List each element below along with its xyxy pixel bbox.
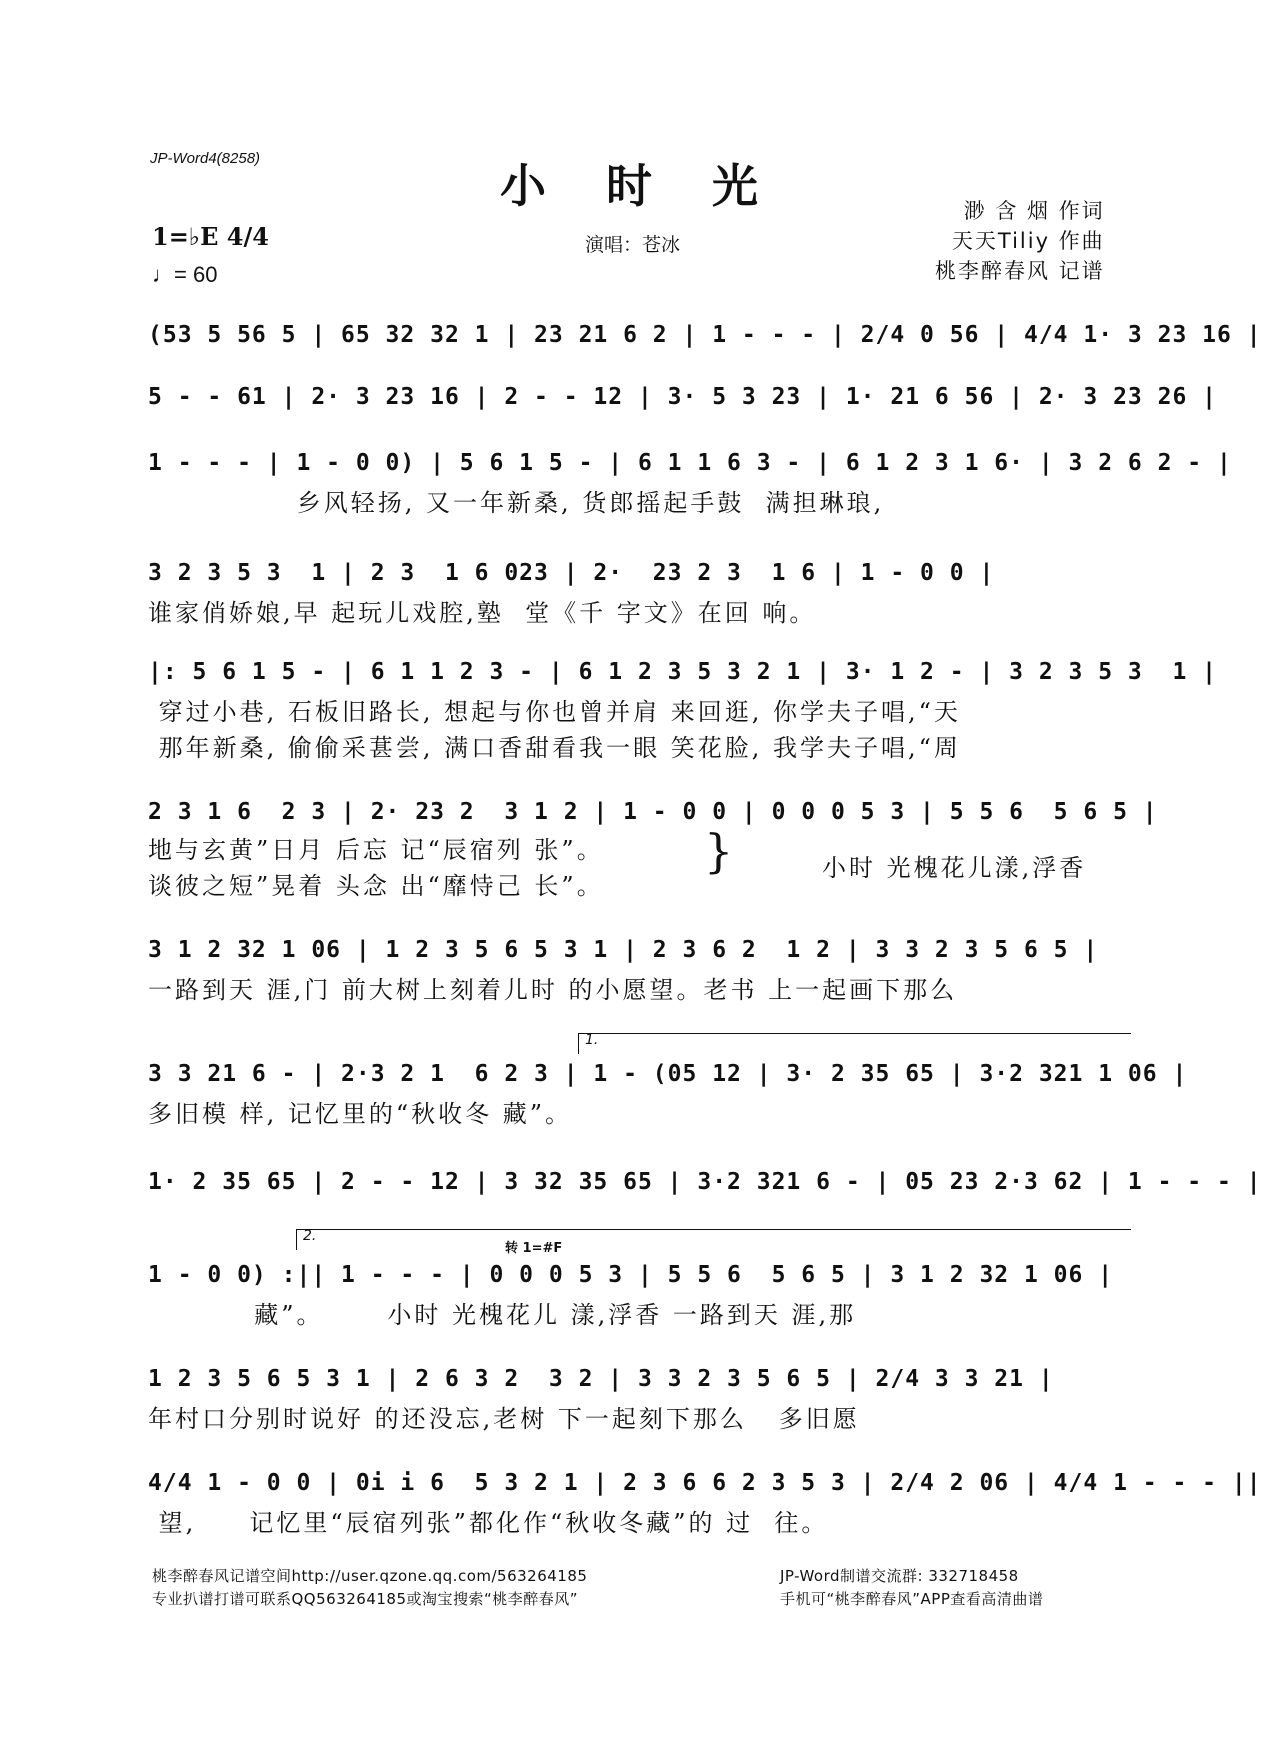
tempo-marking: ♩= 60 xyxy=(152,262,218,287)
score-system-6-lyric-verse-1: 地与玄黄”日月 后忘 记“辰宿列 张”。 xyxy=(148,836,604,864)
second-ending-number: 2. xyxy=(303,1228,317,1244)
software-label: JP-Word4(8258) xyxy=(150,150,261,167)
score-system-8-lyric: 多旧模 样, 记忆里的“秋收冬 藏”。 xyxy=(148,1100,573,1128)
score-system-9-notes: 1· 2 35 65 | 2 - - 12 | 3 32 35 65 | 3·2 321 6 - | 05 23 2·3 62 | 1 - - - | xyxy=(148,1169,1262,1195)
singer-credit: 演唱：苍冰 xyxy=(585,234,681,256)
score-system-11-lyric: 年村口分别时说好 的还没忘,老树 下一起刻下那么 多旧愿 xyxy=(148,1405,860,1433)
score-system-4-notes: 3 2 3 5 3 1 | 2 3 1 6 023 | 2· 23 2 3 1 6 | 1 - 0 0 | xyxy=(148,560,995,586)
score-system-3-lyric: 乡风轻扬, 又一年新桑, 货郎摇起手鼓 满担琳琅, xyxy=(148,489,885,517)
key-signature: 1=♭E 4/4 xyxy=(152,222,269,251)
composer-credit: 天天Tiliy 作曲 xyxy=(951,229,1105,253)
score-system-7-notes: 3 1 2 32 1 06 | 1 2 3 5 6 5 3 1 | 2 3 6 2 1 2 | 3 3 2 3 5 6 5 | xyxy=(148,937,1099,963)
score-system-5-notes: |: 5 6 1 5 - | 6 1 1 2 3 - | 6 1 2 3 5 3 2 1 | 3· 1 2 - | 3 2 3 5 3 1 | xyxy=(148,659,1217,685)
score-system-6-lyric-verse-2: 谈彼之短”晃着 头念 出“靡恃己 长”。 xyxy=(148,872,604,900)
transcriber-credit: 桃李醉春风 记谱 xyxy=(935,259,1105,283)
song-title: 小 时 光 xyxy=(499,159,781,213)
footer-group-number: JP-Word制谱交流群: 332718458 xyxy=(780,1567,1019,1585)
score-system-6-side-lyric: 小时 光槐花儿漾,浮香 xyxy=(822,854,1087,882)
score-system-10-lyric: 藏”。 小时 光槐花儿 漾,浮香 一路到天 涯,那 xyxy=(148,1301,857,1329)
verse-brace: } xyxy=(704,824,734,878)
score-system-5-lyric-verse-1: 穿过小巷, 石板旧路长, 想起与你也曾并肩 来回逛, 你学夫子唱,“天 xyxy=(148,698,961,726)
score-system-4-lyric: 谁家俏娇娘,早 起玩儿戏腔,塾 堂《千 字文》在回 响。 xyxy=(148,599,817,627)
credits-block xyxy=(935,196,1105,286)
score-system-8-notes: 3 3 21 6 - | 2·3 2 1 6 2 3 | 1 - (05 12 | 3· 2 35 65 | 3·2 321 1 06 | xyxy=(148,1061,1188,1087)
score-system-2-notes: 5 - - 61 | 2· 3 23 16 | 2 - - 12 | 3· 5 3 23 | 1· 21 6 56 | 2· 3 23 26 | xyxy=(148,384,1217,410)
score-system-12-lyric: 望, 记忆里“辰宿列张”都化作“秋收冬藏”的 过 往。 xyxy=(148,1509,829,1537)
score-system-5-lyric-verse-2: 那年新桑, 偷偷采葚尝, 满口香甜看我一眼 笑花脸, 我学夫子唱,“周 xyxy=(148,734,961,762)
score-system-3-notes: 1 - - - | 1 - 0 0) | 5 6 1 5 - | 6 1 1 6 3 - | 6 1 2 3 1 6· | 3 2 6 2 - | xyxy=(148,450,1232,476)
score-system-10-notes: 1 - 0 0) :|| 1 - - - | 0 0 0 5 3 | 5 5 6 5 6 5 | 3 1 2 32 1 06 | xyxy=(148,1262,1114,1288)
first-ending-number: 1. xyxy=(585,1032,599,1048)
score-system-1-notes: (53 5 56 5 | 65 32 32 1 | 23 21 6 2 | 1 - - - | 2/4 0 56 | 4/4 1· 3 23 16 | xyxy=(148,322,1262,348)
score-system-12-notes: 4/4 1 - 0 0 | 0i i 6 5 3 2 1 | 2 3 6 6 2 3 5 3 | 2/4 2 06 | 4/4 1 - - - || xyxy=(148,1470,1262,1496)
score-system-6-notes: 2 3 1 6 2 3 | 2· 23 2 3 1 2 | 1 - 0 0 | 0 0 0 5 3 | 5 5 6 5 6 5 | xyxy=(148,799,1158,825)
lyricist-credit: 渺 含 烟 作词 xyxy=(963,199,1105,223)
score-system-7-lyric: 一路到天 涯,门 前大树上刻着儿时 的小愿望。老书 上一起画下那么 xyxy=(148,976,958,1004)
score-system-11-notes: 1 2 3 5 6 5 3 1 | 2 6 3 2 3 2 | 3 3 2 3 5 6 5 | 2/4 3 3 21 | xyxy=(148,1366,1054,1392)
first-ending-bracket xyxy=(578,1033,1131,1054)
key-change-marking: 转 1=#F xyxy=(505,1241,563,1256)
footer-app-note: 手机可“桃李醉春风”APP查看高清曲谱 xyxy=(780,1590,1044,1608)
footer-contact-note: 专业扒谱打谱可联系QQ563264185或淘宝搜索“桃李醉春风” xyxy=(152,1590,579,1608)
footer-qzone-link[interactable]: 桃李醉春风记谱空间http://user.qzone.qq.com/563264185 xyxy=(152,1567,588,1585)
second-ending-bracket xyxy=(296,1229,1131,1250)
